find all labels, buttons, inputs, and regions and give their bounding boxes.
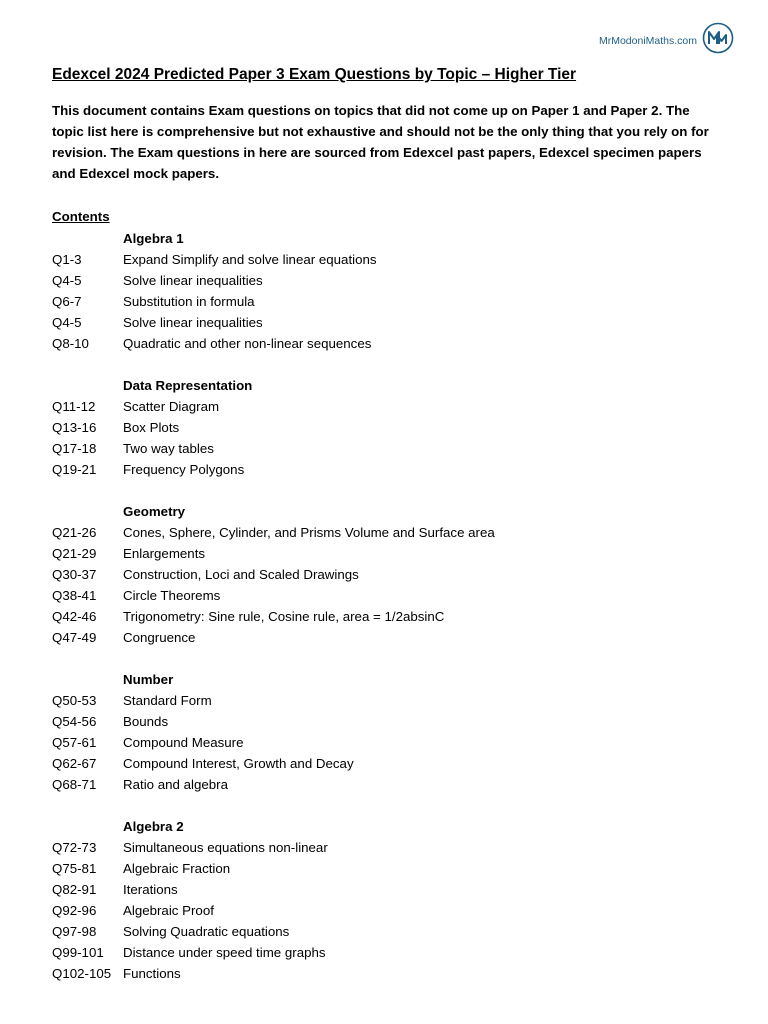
toc-row — [52, 459, 732, 480]
toc-row — [52, 564, 732, 585]
topic-label: Circle Theorems — [123, 588, 221, 603]
toc-row — [52, 249, 732, 270]
mm-monogram-icon — [702, 22, 734, 54]
topic-label: Algebraic Fraction — [123, 861, 231, 876]
toc-row — [52, 900, 732, 921]
toc-row — [52, 774, 732, 795]
topic-label: Construction, Loci and Scaled Drawings — [123, 567, 359, 582]
toc-row — [52, 837, 732, 858]
topic-label: Solving Quadratic equations — [123, 924, 290, 939]
brand-name: MrModoniMaths.com — [598, 35, 697, 47]
toc-row — [52, 585, 732, 606]
question-range: Q97-98 — [52, 924, 97, 939]
topic-label: Solve linear inequalities — [123, 273, 263, 288]
document-title: Edexcel 2024 Predicted Paper 3 Exam Questions by Topic – Higher Tier — [52, 66, 577, 83]
toc-row — [52, 627, 732, 648]
topic-label: Bounds — [123, 714, 169, 729]
question-range: Q19-21 — [52, 462, 97, 477]
topic-label: Enlargements — [123, 546, 206, 561]
toc-row — [52, 858, 732, 879]
topic-label: Quadratic and other non-linear sequences — [123, 336, 372, 351]
toc-row — [52, 606, 732, 627]
topic-label: Congruence — [123, 630, 196, 645]
question-range: Q99-101 — [52, 945, 104, 960]
section-title: Algebra 1 — [123, 231, 184, 246]
topic-label: Compound Measure — [123, 735, 244, 750]
toc-row — [52, 312, 732, 333]
toc-row — [52, 921, 732, 942]
contents-heading: Contents — [52, 209, 110, 224]
toc-section — [52, 501, 732, 648]
question-range: Q92-96 — [52, 903, 97, 918]
topic-label: Compound Interest, Growth and Decay — [123, 756, 354, 771]
topic-label: Cones, Sphere, Cylinder, and Prisms Volume and Surface area — [123, 525, 495, 540]
toc-row — [52, 522, 732, 543]
toc-row — [52, 732, 732, 753]
toc-section — [52, 375, 732, 480]
question-range: Q82-91 — [52, 882, 97, 897]
toc-section — [52, 669, 732, 795]
topic-label: Iterations — [123, 882, 178, 897]
question-range: Q68-71 — [52, 777, 97, 792]
intro-paragraph: This document contains Exam questions on topics that did not come up on Paper 1 and Paper 2. The topic list here is comprehensive but not exhaustive and should not be the only thing that you rely on for revision. The Exam questions in here are sourced from Edexcel past papers, Edexcel specimen papers and Edexcel mock papers. — [52, 103, 709, 181]
toc-row — [52, 270, 732, 291]
topic-label: Standard Form — [123, 693, 212, 708]
question-range: Q8-10 — [52, 336, 89, 351]
question-range: Q42-46 — [52, 609, 97, 624]
question-range: Q13-16 — [52, 420, 97, 435]
toc-row — [52, 333, 732, 354]
topic-label: Frequency Polygons — [123, 462, 245, 477]
toc-row — [52, 879, 732, 900]
topic-label: Functions — [123, 966, 181, 981]
topic-label: Box Plots — [123, 420, 180, 435]
topic-label: Simultaneous equations non-linear — [123, 840, 328, 855]
toc-row — [52, 543, 732, 564]
question-range: Q21-26 — [52, 525, 97, 540]
section-title: Algebra 2 — [123, 819, 184, 834]
question-range: Q102-105 — [52, 966, 112, 981]
toc-row — [52, 753, 732, 774]
question-range: Q75-81 — [52, 861, 97, 876]
question-range: Q11-12 — [52, 399, 96, 414]
question-range: Q21-29 — [52, 546, 97, 561]
topic-label: Expand Simplify and solve linear equations — [123, 252, 377, 267]
toc-row — [52, 291, 732, 312]
toc-row — [52, 438, 732, 459]
topic-label: Two way tables — [123, 441, 214, 456]
toc-row — [52, 690, 732, 711]
topic-label: Algebraic Proof — [123, 903, 214, 918]
question-range: Q57-61 — [52, 735, 97, 750]
question-range: Q50-53 — [52, 693, 97, 708]
topic-label: Scatter Diagram — [123, 399, 220, 414]
question-range: Q47-49 — [52, 630, 97, 645]
toc-section — [52, 816, 732, 984]
question-range: Q30-37 — [52, 567, 97, 582]
toc-row — [52, 417, 732, 438]
question-range: Q1-3 — [52, 252, 82, 267]
question-range: Q17-18 — [52, 441, 97, 456]
topic-label: Substitution in formula — [123, 294, 255, 309]
question-range: Q4-5 — [52, 315, 82, 330]
toc-section — [52, 228, 732, 354]
table-of-contents — [52, 228, 732, 1005]
question-range: Q62-67 — [52, 756, 97, 771]
section-title: Number — [123, 672, 174, 687]
topic-label: Distance under speed time graphs — [123, 945, 326, 960]
toc-row — [52, 942, 732, 963]
toc-row — [52, 963, 732, 984]
toc-row — [52, 396, 732, 417]
question-range: Q4-5 — [52, 273, 82, 288]
question-range: Q6-7 — [52, 294, 82, 309]
toc-row — [52, 711, 732, 732]
section-title: Data Representation — [123, 378, 253, 393]
question-range: Q54-56 — [52, 714, 97, 729]
topic-label: Ratio and algebra — [123, 777, 228, 792]
question-range: Q72-73 — [52, 840, 97, 855]
topic-label: Solve linear inequalities — [123, 315, 263, 330]
section-title: Geometry — [123, 504, 186, 519]
topic-label: Trigonometry: Sine rule, Cosine rule, area = 1/2absinC — [123, 609, 445, 624]
brand-header — [599, 22, 734, 54]
question-range: Q38-41 — [52, 588, 97, 603]
